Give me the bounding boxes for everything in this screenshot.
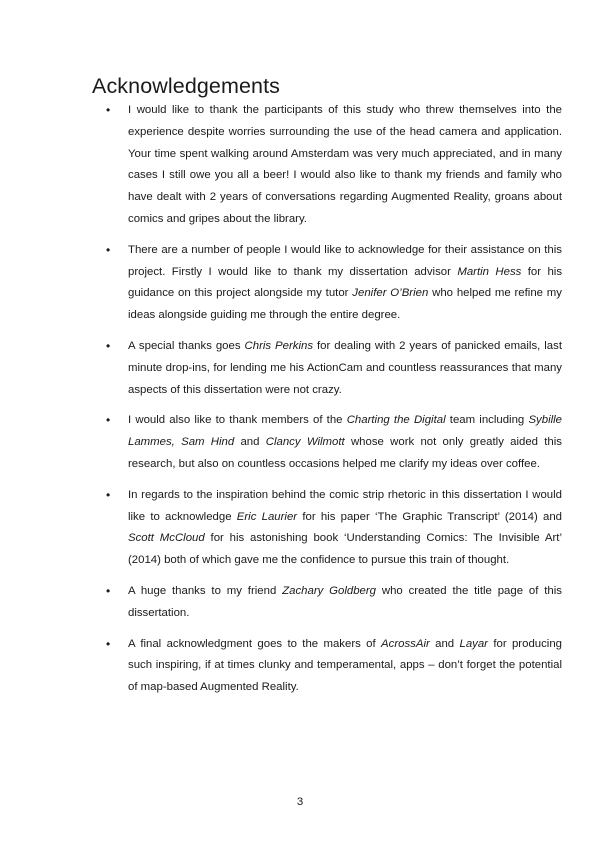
paragraph-text bbox=[128, 581, 562, 625]
bullet-icon: • bbox=[106, 413, 111, 428]
emphasis-text: Clancy Wilmott bbox=[265, 436, 345, 449]
list-item bbox=[92, 485, 562, 572]
plain-text: I would like to thank the participants of this study who threw themselves into the experience despite worries surrounding the use of the head camera and application. Your time spent walking around Amsterdam was very much appreciated, and in many cases I still owe you all a beer! I would also like to thank my friends and family who have dealt with 2 years of conversations regarding Augmented Reality, groans about comics and gripes about the library. bbox=[128, 104, 562, 225]
plain-text: I would also like to thank members of the bbox=[128, 414, 347, 427]
list-item bbox=[92, 634, 562, 699]
plain-text: for his guidance on this project alongside my tutor bbox=[128, 265, 563, 300]
plain-text: who helped me refine my ideas alongside guiding me through the entire degree. bbox=[128, 287, 562, 322]
list-item bbox=[92, 581, 562, 625]
bullet-icon: • bbox=[106, 338, 111, 353]
plain-text: for producing such inspiring, if at times clunky and temperamental, apps – don’t forget the potential of map-based Augmented Reality. bbox=[128, 637, 563, 694]
emphasis-text: Martin Hess bbox=[457, 265, 522, 278]
plain-text: A huge thanks to my friend bbox=[128, 584, 283, 597]
plain-text: for dealing with 2 years of panicked emails, last minute drop-ins, for lending me his ActionCam and countless reassurances that many aspects of this dissertation were not crazy. bbox=[128, 339, 562, 396]
emphasis-text: Sybille Lammes, Sam Hind bbox=[128, 414, 562, 449]
emphasis-text: Chris Perkins bbox=[244, 339, 314, 352]
bullet-icon: • bbox=[106, 103, 111, 117]
plain-text: A special thanks goes bbox=[128, 339, 245, 352]
emphasis-text: Eric Laurier bbox=[236, 510, 298, 523]
list-item bbox=[92, 336, 562, 401]
paragraph-text bbox=[128, 634, 562, 699]
plain-text: whose work not only greatly aided this research, but also on countless occasions helped me clarify my ideas over coffee. bbox=[128, 436, 562, 470]
plain-text: for his astonishing book ‘Understanding Comics: The Invisible Art’ (2014) both of which gave me the confidence to pursue this train of thought. bbox=[128, 532, 562, 567]
emphasis-text: AcrossAir bbox=[381, 637, 430, 650]
plain-text: for his paper ‘The Graphic Transcript’ (2014) and bbox=[297, 510, 562, 523]
emphasis-text: Layar bbox=[459, 637, 488, 650]
acknowledgements-body bbox=[92, 100, 562, 708]
list-item bbox=[92, 100, 562, 231]
emphasis-text: Charting the Digital bbox=[346, 414, 446, 427]
bullet-icon: • bbox=[106, 242, 111, 257]
paragraph-text bbox=[128, 100, 562, 231]
plain-text: A final acknowledgment goes to the makers of bbox=[128, 637, 382, 650]
list-item bbox=[92, 410, 562, 475]
plain-text: and bbox=[429, 637, 460, 650]
bullet-icon: • bbox=[106, 636, 111, 651]
page-title: Acknowledgements bbox=[92, 74, 281, 99]
bullet-icon: • bbox=[106, 583, 111, 598]
paragraph-text bbox=[128, 485, 562, 572]
acknowledgements-list bbox=[92, 100, 562, 699]
page-number: 3 bbox=[296, 796, 304, 808]
emphasis-text: Zachary Goldberg bbox=[282, 584, 377, 597]
paragraph-text bbox=[128, 240, 562, 327]
paragraph-text bbox=[128, 336, 562, 401]
plain-text: team including bbox=[445, 414, 529, 427]
plain-text: In regards to the inspiration behind the comic strip rhetoric in this dissertation I would like to acknowledge bbox=[128, 488, 562, 523]
plain-text: who created the title page of this dissertation. bbox=[128, 584, 562, 619]
list-item bbox=[92, 240, 562, 327]
emphasis-text: Jenifer O’Brien bbox=[352, 287, 429, 300]
bullet-icon: • bbox=[106, 487, 111, 502]
plain-text: and bbox=[234, 436, 266, 449]
paragraph-text bbox=[128, 410, 562, 475]
plain-text: There are a number of people I would like to acknowledge for their assistance on this project. Firstly I would like to thank my dissertation advisor bbox=[128, 243, 562, 278]
emphasis-text: Scott McCloud bbox=[128, 532, 205, 545]
